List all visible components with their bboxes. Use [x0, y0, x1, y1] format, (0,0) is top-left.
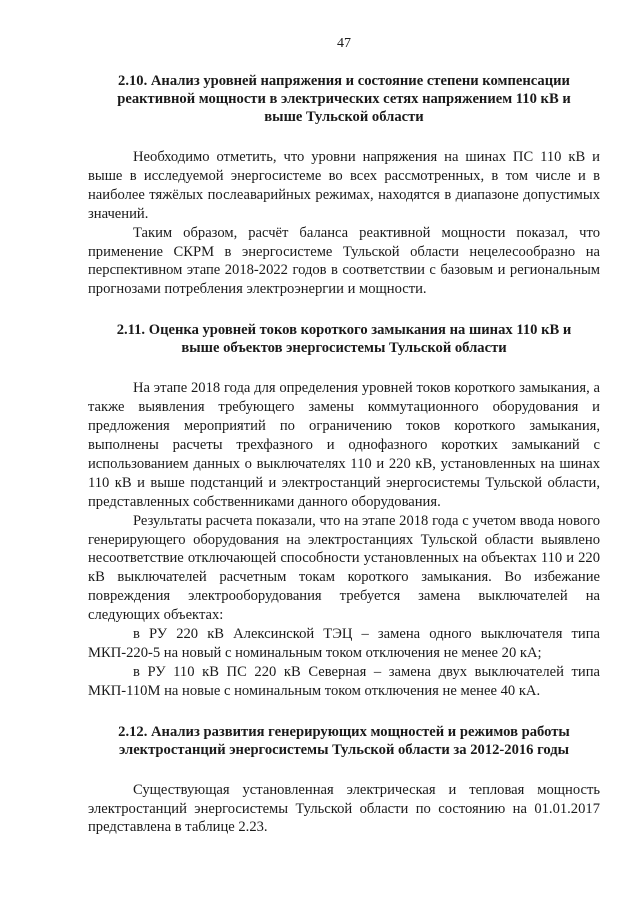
paragraph: Существующая установленная электрическая и тепловая мощность электростанций энергосистемы Тульской области по состоянию на 01.01.2017 представлена в таблице 2.23.: [88, 781, 600, 836]
heading-line: реактивной мощности в электрических сетях напряжением 110 кВ и: [117, 91, 571, 107]
section-2-12: [88, 723, 600, 838]
heading-line: 2.10. Анализ уровней напряжения и состояние степени компенсации: [118, 73, 570, 89]
heading-line: выше объектов энергосистемы Тульской области: [181, 340, 507, 357]
heading-line: выше Тульской области: [264, 109, 424, 125]
heading-line: электростанций энергосистемы Тульской области за 2012-2016 годы: [118, 741, 570, 758]
section-spacer: [88, 701, 600, 723]
section-2-10: [88, 72, 600, 299]
paragraph: в РУ 220 кВ Алексинской ТЭЦ – замена одного выключателя типа МКП-220-5 на новый с номинальным током отключения не менее 20 кА;: [88, 626, 600, 661]
paragraph: Таким образом, расчёт баланса реактивной мощности показал, что применение СКРМ в энергосистеме Тульской области нецелесообразно на перспективном этапе 2018-2022 годов в соответствии с базовым и региональным прогнозами потребления электроэнергии и мощности.: [88, 224, 600, 298]
section-2-11: [88, 321, 600, 700]
paragraph: На этапе 2018 года для определения уровней токов короткого замыкания, а также выявления требующего замены коммутационного оборудования и предложения мероприятий по ограничению токов короткого замыкания, выполнены расчеты трехфазного и однофазного коротких замыканий с использованием данных о выключателях 110 и 220 кВ, установленных на шинах 110 кВ и выше подстанций и электростанций энергосистемы Тульской области, представленных собственниками данного оборудования.: [88, 380, 600, 510]
section-heading: [88, 72, 600, 126]
heading-line: 2.12. Анализ развития генерирующих мощностей и режимов работы: [118, 723, 570, 740]
section-heading: [88, 723, 600, 759]
page-number: 47: [337, 36, 351, 51]
section-heading: [88, 321, 600, 357]
heading-line: 2.11. Оценка уровней токов короткого замыкания на шинах 110 кВ и: [116, 322, 572, 339]
section-spacer: [88, 299, 600, 321]
paragraph: Результаты расчета показали, что на этапе 2018 года с учетом ввода нового генерирующего оборудования на электростанциях Тульской области выявлено несоответствие отключающей способности установленных на объектах 110 и 220 кВ выключателей расчетным токам короткого замыкания. Во избежание повреждения электрооборудования требуется замена выключателей на следующих объектах:: [88, 512, 600, 624]
paragraph: Необходимо отметить, что уровни напряжения на шинах ПС 110 кВ и выше в исследуемой энергосистеме во всех рассмотренных, в том числе и в наиболее тяжёлых послеаварийных режимах, находятся в диапазоне допустимых значений.: [88, 149, 600, 222]
paragraph: в РУ 110 кВ ПС 220 кВ Северная – замена двух выключателей типа МКП-110М на новые с номинальным током отключения не менее 40 кА.: [88, 663, 600, 699]
